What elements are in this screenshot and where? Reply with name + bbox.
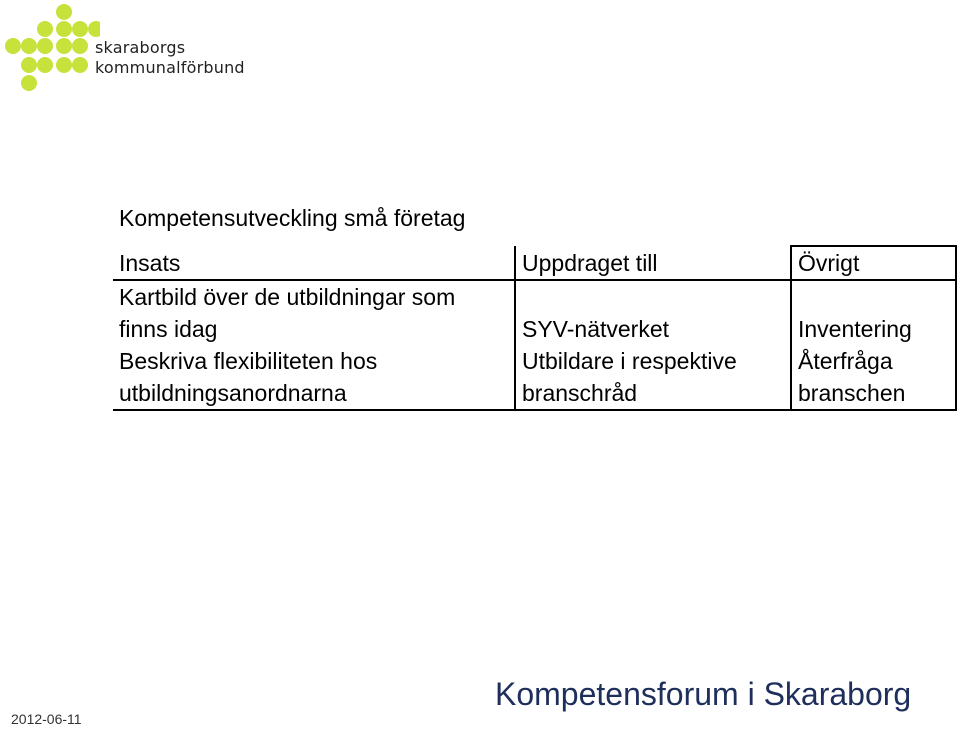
footer-title: Kompetensforum i Skaraborg [495, 676, 912, 712]
brand-line-2: kommunalförbund [95, 58, 245, 77]
cell-insats [113, 345, 515, 410]
table-row [113, 345, 956, 410]
brand-name [95, 38, 245, 78]
cell-line: branschråd [522, 380, 638, 406]
header-uppdrag: Uppdraget till [515, 246, 791, 280]
cell-uppdrag [515, 280, 791, 345]
cell-line: Återfråga [798, 348, 893, 374]
brand-line-1: skaraborgs [95, 38, 186, 57]
cell-insats [113, 280, 515, 345]
footer-date: 2012-06-11 [11, 711, 82, 727]
cell-line: utbildningsanordnarna [119, 380, 347, 406]
cell-uppdrag [515, 345, 791, 410]
table-row [113, 280, 956, 345]
cell-line: Inventering [798, 316, 912, 342]
cell-ovrigt [791, 345, 956, 410]
dot-cluster-icon [0, 0, 100, 100]
cell-line: branschen [798, 380, 906, 406]
cell-line: SYV-nätverket [522, 316, 670, 342]
header-insats: Insats [113, 246, 515, 280]
action-table [113, 245, 957, 411]
cell-line: Utbildare i respektive [522, 348, 737, 374]
cell-line: Beskriva flexibiliteten hos [119, 348, 378, 374]
cell-line: Kartbild över de utbildningar som [119, 284, 456, 310]
cell-line: finns idag [119, 316, 218, 342]
header-ovrigt: Övrigt [791, 246, 956, 280]
table-header-row [113, 246, 956, 280]
brand-logo [0, 0, 250, 100]
cell-ovrigt [791, 280, 956, 345]
page-title: Kompetensutveckling små företag [119, 205, 466, 231]
